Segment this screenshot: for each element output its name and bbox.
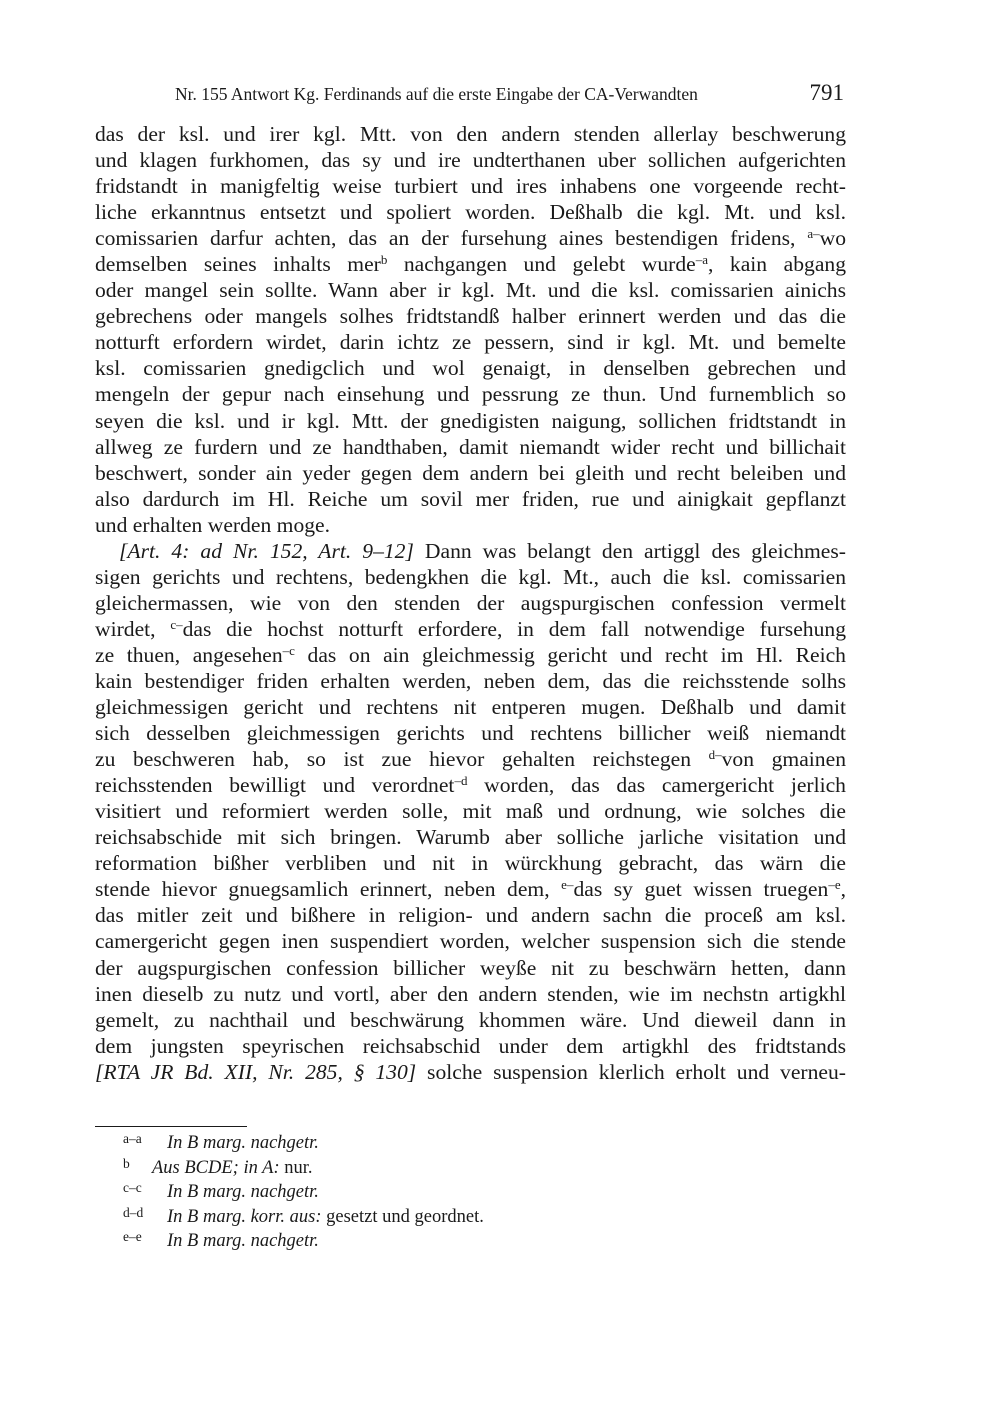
footnote-text <box>167 1131 319 1156</box>
footnote <box>95 1156 846 1181</box>
text-line: sigen gerichts und rechtens, bedengkhen die kgl. Mt., auch die ksl. comissarien <box>95 564 846 589</box>
text-run: solche suspension klerlich erholt und verneu- <box>416 1059 846 1084</box>
text-line <box>95 538 846 564</box>
text-line: reformation bißher verbliben und nit in würckhung gebracht, das wärn die <box>95 851 846 876</box>
text-line: und erhalten werden moge. <box>95 512 331 537</box>
footnote-mark: a–a <box>123 1131 142 1146</box>
text-line <box>95 772 846 798</box>
footnote-italic: In B marg. korr. aus: <box>167 1206 322 1227</box>
text-line <box>95 746 846 772</box>
text-run: nachgangen und gelebt wurde <box>387 252 696 277</box>
footnote-italic: In B marg. nachgetr. <box>167 1231 319 1251</box>
text-line: mengeln der gepur nach einsehung und pessrung ze thun. Und furnemblich so <box>95 382 846 407</box>
text-line: also dardurch im Hl. Reiche um sovil mer friden, rue und ainigkait gepflanzt <box>95 486 846 511</box>
text-run: das die hochst notturft erfordere, in dem fall notwendige fursehung <box>182 616 846 641</box>
footnote <box>95 1180 846 1205</box>
footnote-italic: Aus BCDE; in A: <box>152 1157 280 1178</box>
text-run: stende hievor gnuegsamlich erinnert, neben dem, <box>95 877 562 902</box>
footnote-divider <box>95 1126 247 1127</box>
footnote-ref: d– <box>708 747 722 763</box>
footnote-mark: d–d <box>123 1204 144 1220</box>
footnote-ref: e– <box>561 877 574 893</box>
text-line: dem jungsten speyrischen reichsabschid under dem artigkhl des fridtstands <box>95 1033 846 1058</box>
text-line: seyen die ksl. und ir kgl. Mtt. der gnedigisten naigung, sollichen fridtstandt in <box>95 408 846 433</box>
text-run: worden, das das camergericht jerlich <box>467 773 846 798</box>
text-line <box>95 1059 846 1085</box>
footnote-text <box>167 1229 319 1254</box>
text-line: das der ksl. und irer kgl. Mtt. von den andern stenden allerlay beschwerung <box>95 122 846 146</box>
text-line <box>95 876 846 902</box>
text-line: gleichermassen, wie von den stenden der augspurgischen confession vermelt <box>95 590 846 615</box>
footnote-text <box>167 1180 319 1205</box>
body-text <box>95 121 846 1085</box>
text-line: der augspurgischen confession billicher weyße nit zu beschwärn hetten, dann <box>95 955 846 980</box>
text-run: reichsstenden bewilligt und verordnet <box>95 773 455 798</box>
footnote-ref: b <box>380 252 388 268</box>
footnote-ref: –c <box>282 642 295 658</box>
text-line: notturft erfordern wirdet, darin ichtz ze pessern, sind ir kgl. Mt. und bemelte <box>95 330 846 355</box>
text-line: camergericht gegen inen suspendiert worden, welcher suspension sich die stende <box>95 929 846 954</box>
footnote-italic: In B marg. nachgetr. <box>167 1133 319 1153</box>
text-line: das mitler zeit und bißhere in religion- und andern sachn die proceß am ksl. <box>95 903 846 928</box>
text-run: ze thuen, angesehen <box>95 642 283 667</box>
text-run: wirdet, <box>95 616 171 641</box>
text-line: kain bestendiger friden erhalten werden, neben dem, das die reichsstende solhs <box>95 668 846 693</box>
text-run: von gmainen <box>721 747 846 772</box>
text-run: das on ain gleichmessig gericht und recht im Hl. Reich <box>294 642 846 667</box>
footnote <box>95 1131 846 1156</box>
text-line: oder mangel sein sollte. Wann aber ir kgl. Mt. und die ksl. comissarien ainichs <box>95 278 846 303</box>
footnote-plain: gesetzt und geordnet. <box>321 1206 484 1227</box>
text-line: allweg ze furdern und ze handthaben, damit niemandt wider recht und billichait <box>95 434 846 459</box>
text-line <box>95 616 846 642</box>
text-line <box>95 225 846 251</box>
text-line: und klagen furkhomen, das sy und ire undterthanen uber sollichen aufgerichten <box>95 148 846 173</box>
footnotes <box>95 1131 846 1254</box>
text-run: wo <box>819 226 846 251</box>
text-run: demselben seines inhalts mer <box>95 252 381 277</box>
text-line: beschwert, sonder ain yeder gegen dem andern bei gleith und recht beleiben und <box>95 460 846 485</box>
footnote <box>95 1205 846 1230</box>
footnote <box>95 1229 846 1254</box>
footnote-plain: nur. <box>279 1157 313 1178</box>
text-run: das sy guet wissen truegen <box>573 877 829 902</box>
footnote-ref: –e <box>828 877 841 893</box>
page-number: 791 <box>809 80 844 105</box>
running-head <box>95 80 846 108</box>
source-reference: [RTA JR Bd. XII, Nr. 285, § 130] <box>95 1059 417 1084</box>
footnote-ref: a– <box>807 226 820 242</box>
text-line <box>95 642 846 668</box>
text-line: sich desselben gleichmessigen gerichts und rechtens billicher weiß niemandt <box>95 721 846 746</box>
text-line: reichsabschide mit sich bringen. Warumb aber solliche jarliche visitation und <box>95 825 846 850</box>
source-reference: [Art. 4: ad Nr. 152, Art. 9–12] <box>119 538 414 563</box>
footnote-ref: c– <box>170 616 183 632</box>
text-line: ksl. comissarien gnedigclich und wol genaigt, in denselben gebrechen und <box>95 356 846 381</box>
footnote-mark: c–c <box>123 1180 142 1195</box>
footnote-ref: –d <box>454 773 468 789</box>
text-line: gebrechens oder mangels solhes fridtstandß halber erinnert werden und das die <box>95 304 846 329</box>
running-head-title: Nr. 155 Antwort Kg. Ferdinands auf die erste Eingabe der CA-Verwandten <box>175 84 698 104</box>
text-line: gleichmessigen gericht und rechtens nit entperen mugen. Deßhalb und damit <box>95 695 846 720</box>
text-line: visitiert und reformiert werden solle, mit maß und ordnung, wie solches die <box>95 799 846 824</box>
text-line: gemelt, zu nachthail und beschwärung khommen wäre. Und dieweil dann in <box>95 1007 846 1032</box>
footnote-ref: –a <box>695 252 708 268</box>
footnote-italic: In B marg. nachgetr. <box>167 1182 319 1202</box>
text-line: liche erkanntnus entsetzt und spoliert worden. Deßhalb die kgl. Mt. und ksl. <box>95 200 846 225</box>
footnote-mark: e–e <box>123 1229 142 1244</box>
text-line <box>95 251 846 277</box>
text-run: , kain abgang <box>708 252 846 277</box>
text-run: zu beschweren hab, so ist zue hievor gehalten reichstegen <box>95 747 691 772</box>
text-run: comissarien darfur achten, das an der fursehung aines bestendigen fridens, <box>95 226 796 251</box>
text-line: fridstandt in manigfeltig weise turbiert und ires inhabens one vorgeende recht- <box>95 174 846 199</box>
text-run: , <box>840 877 846 902</box>
footnote-text <box>152 1156 313 1181</box>
text-run: Dann was belangt den artiggl des gleichmes- <box>413 538 846 563</box>
footnote-mark: b <box>123 1155 130 1171</box>
text-line: inen dieselb zu nutz und vortl, aber den andern stenden, wie im nechstn artigkhl <box>95 981 846 1006</box>
footnote-text <box>167 1205 484 1230</box>
